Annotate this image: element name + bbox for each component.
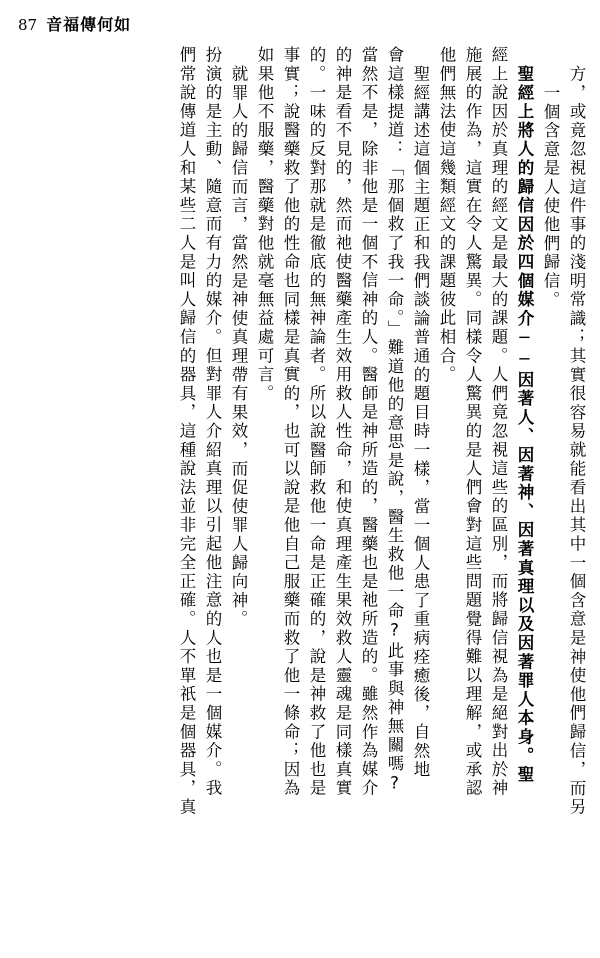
text-column: 他們無法使這幾類經文的課題彼此相合。 <box>437 46 456 385</box>
page-header <box>18 12 131 35</box>
text-column: 會這樣提道：「那個救了我一命。」難道他的意思是說，醫生救他一命?此事與神無關嗎? <box>385 46 404 795</box>
text-column: 如果他不服藥，醫藥對他就毫無益處可言。 <box>255 46 274 404</box>
text-column: 扮演的是主動、隨意而有力的媒介。但對罪人介紹真理以引起他注意的人也是一個媒介。我 <box>203 46 222 798</box>
text-column: 一個含意是人使他們歸信。 <box>541 84 560 310</box>
text-column: 就罪人的歸信而言，當然是神使真理帶有果效，而促使罪人歸向神。 <box>229 65 248 629</box>
running-title: 音福傳何如 <box>46 15 132 34</box>
text-column: 聖經上將人的歸信因於四個媒介──因著人、因著神、因著真理以及因著罪人本身。聖 <box>515 65 534 785</box>
text-column: 方，或竟忽視這件事的淺明常識；其實很容易就能看出其中一個含意是神使他們歸信，而另 <box>567 65 586 817</box>
text-column: 施展的作為，這實在令人驚異。同樣令人驚異的是人們會對這些問題覺得難以理解，或承認 <box>463 46 482 798</box>
page-number: 87 <box>18 16 38 34</box>
text-column: 的。一味的反對那就是徹底的無神論者。所以說醫師救他一命是正確的，說是神救了他也是 <box>307 46 326 798</box>
text-column: 事實；說醫藥救了他的性命也同樣是真實的，也可以說是他自己服藥而救了他一條命；因為 <box>281 46 300 798</box>
text-column: 們常說傳道人和某些二人是叫人歸信的器具，這種說法並非完全正確。人不單祇是個器具，真 <box>177 46 196 817</box>
text-column: 經上說因於真理的經文是最大的課題。人們竟忽視這些的區別，而將歸信視為是絕對出於神 <box>489 46 508 798</box>
text-column: 當然不是，除非他是一個不信神的人。醫師是神所造的，醫藥也是祂所造的。雖然作為媒介 <box>359 46 378 798</box>
text-column: 聖經講述這個主題正和我們談論普通的題目時一樣，當一個人患了重病痊癒後，自然地 <box>411 65 430 780</box>
body-text-area <box>16 46 584 950</box>
text-column: 的神是看不見的，然而祂使醫藥產生效用救人性命，和使真理產生果效救人靈魂是同樣真實 <box>333 46 352 798</box>
